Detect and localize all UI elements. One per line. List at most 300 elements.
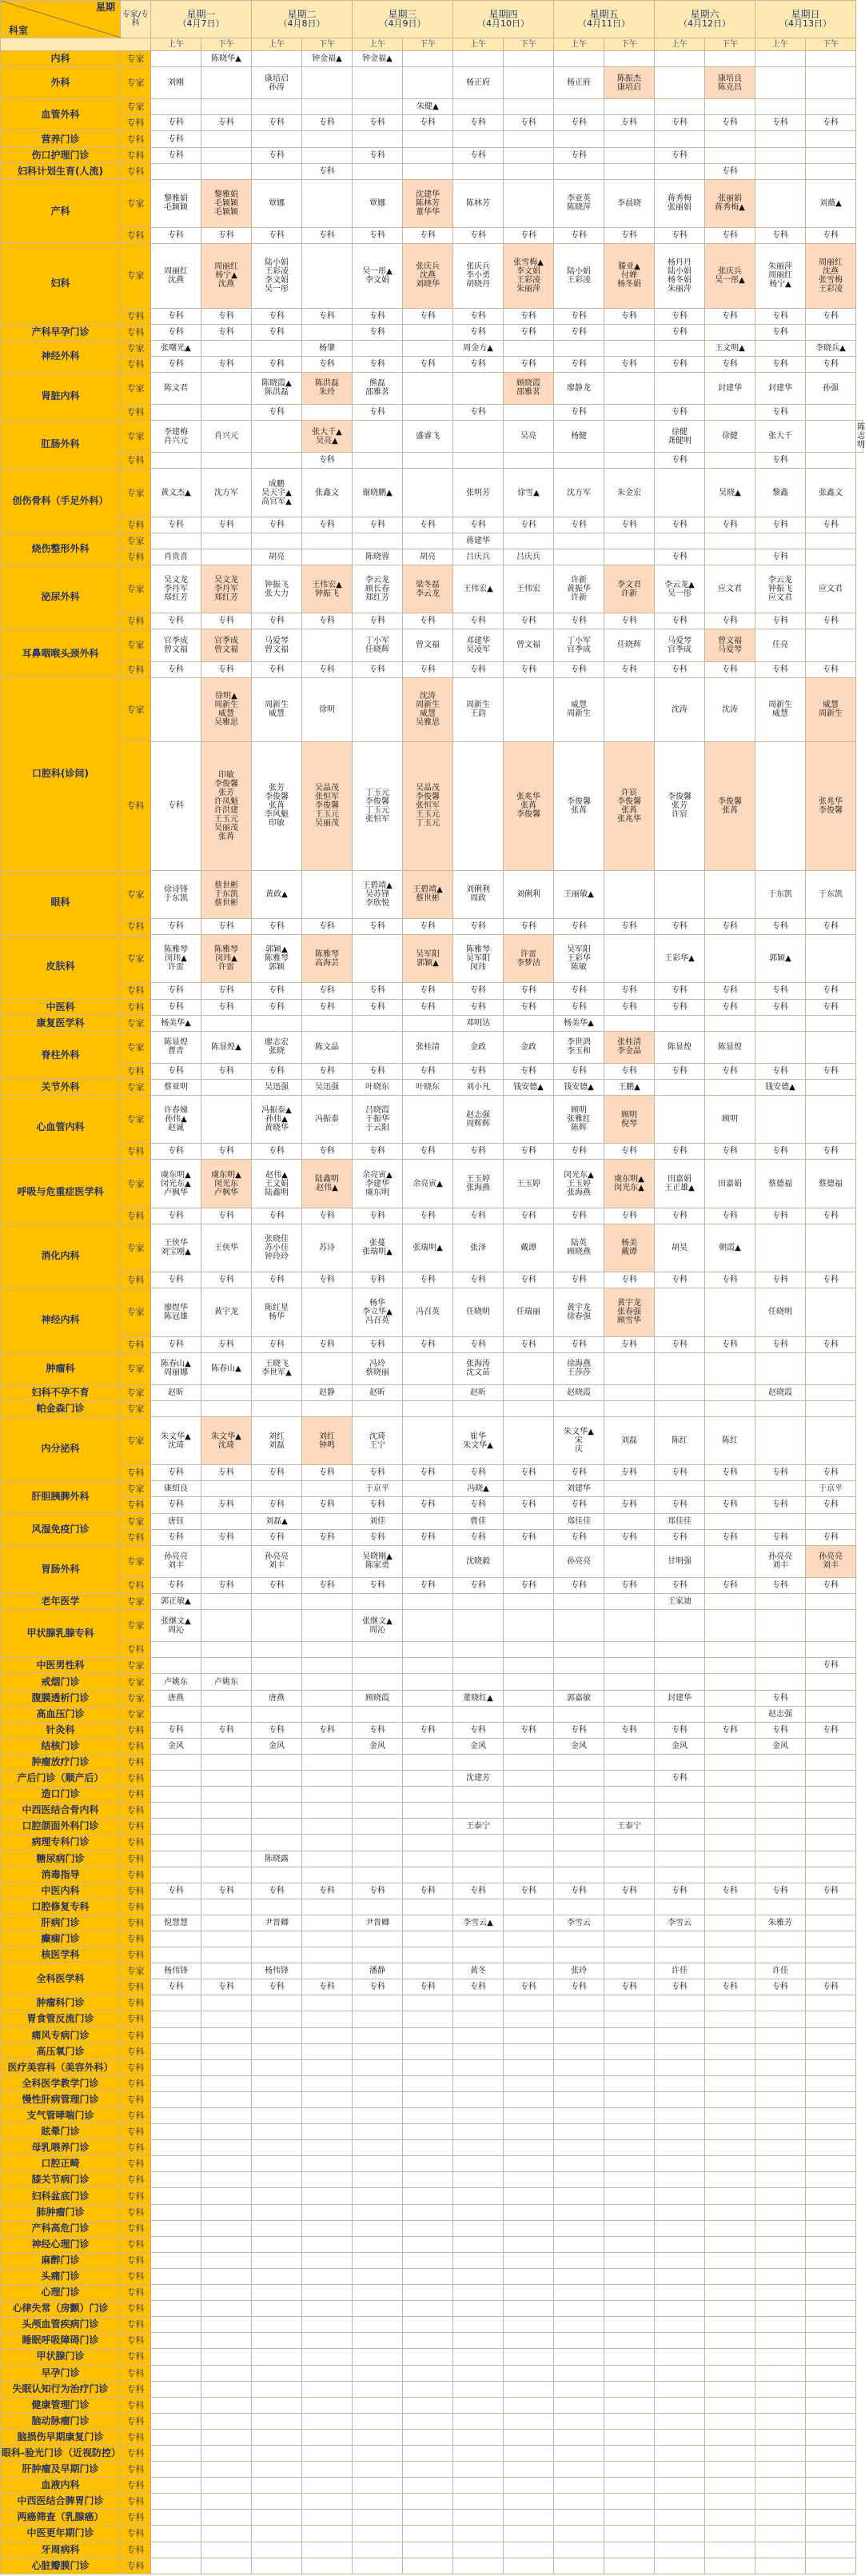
clinic-type: 专科 <box>121 2027 151 2043</box>
schedule-cell: 专科 <box>403 1336 453 1352</box>
schedule-cell: 崔华 朱文华▲ <box>453 1416 504 1464</box>
schedule-cell <box>655 533 705 549</box>
schedule-cell <box>403 1738 453 1754</box>
schedule-cell: 潘静 <box>353 1963 403 1979</box>
schedule-cell: 专科 <box>403 1465 453 1481</box>
schedule-cell <box>453 2526 504 2542</box>
table-row <box>1 405 863 421</box>
clinic-type: 专家 <box>121 469 151 517</box>
schedule-cell <box>755 1594 806 1610</box>
schedule-cell <box>755 179 806 227</box>
table-row <box>1 2124 863 2140</box>
schedule-cell <box>705 2558 755 2574</box>
schedule-cell <box>604 1674 655 1690</box>
schedule-cell <box>302 2124 353 2140</box>
department-name: 妇科盆底门诊 <box>1 2188 121 2204</box>
schedule-cell <box>453 2172 504 2188</box>
schedule-cell <box>705 99 755 115</box>
department-name: 膝关节病门诊 <box>1 2172 121 2188</box>
department-name: 妇科 <box>1 244 121 324</box>
schedule-cell <box>705 2445 755 2461</box>
schedule-cell: 吕晓霞 于振华 于云阳 <box>353 1096 403 1144</box>
clinic-type: 专科 <box>121 1931 151 1947</box>
schedule-cell <box>755 1674 806 1690</box>
schedule-cell: 专科 <box>201 228 252 244</box>
table-row <box>1 1610 863 1642</box>
schedule-cell <box>554 2075 604 2091</box>
schedule-cell <box>504 1658 554 1674</box>
clinic-type: 专科 <box>121 2397 151 2413</box>
department-name: 医疗美容科（美容外科） <box>1 2059 121 2075</box>
schedule-cell <box>504 1642 554 1658</box>
schedule-cell <box>806 2124 856 2140</box>
schedule-cell: 专科 <box>403 1208 453 1224</box>
clinic-type: 专科 <box>121 613 151 629</box>
schedule-cell <box>604 1690 655 1706</box>
schedule-cell: 康绍良 <box>151 1481 201 1497</box>
schedule-cell: 丁小军 任晓辉 <box>353 629 403 661</box>
schedule-cell <box>201 1015 252 1031</box>
department-name: 产科早孕门诊 <box>1 324 121 340</box>
schedule-cell <box>755 2091 806 2107</box>
department-name: 伤口护理门诊 <box>1 147 121 163</box>
schedule-cell <box>604 1754 655 1770</box>
schedule-cell: 陈晓霞▲ 陈洪磊 <box>252 372 302 404</box>
schedule-cell: 专科 <box>201 356 252 372</box>
schedule-cell <box>151 2252 201 2268</box>
schedule-cell: 专科 <box>151 308 201 324</box>
schedule-cell: 专科 <box>504 613 554 629</box>
schedule-cell: 专科 <box>806 1336 856 1352</box>
schedule-cell <box>604 2285 655 2301</box>
clinic-type: 专家 <box>121 1416 151 1464</box>
department-name: 核医学科 <box>1 1947 121 1963</box>
schedule-cell <box>806 2301 856 2317</box>
schedule-cell: 吴亮 <box>504 421 554 453</box>
clinic-type: 专科 <box>121 2252 151 2268</box>
department-name: 关节外科 <box>1 1080 121 1096</box>
schedule-cell <box>353 2526 403 2542</box>
schedule-cell <box>604 677 655 741</box>
schedule-cell <box>604 1545 655 1577</box>
table-row <box>1 244 863 308</box>
schedule-cell <box>655 2494 705 2510</box>
schedule-cell <box>806 1851 856 1867</box>
day-date: （4月8日） <box>278 18 325 29</box>
schedule-cell <box>604 2558 655 2574</box>
clinic-type: 专科 <box>121 1529 151 1545</box>
schedule-cell <box>705 1610 755 1642</box>
schedule-cell <box>604 1787 655 1803</box>
schedule-cell: 胡亮 <box>403 549 453 565</box>
schedule-cell <box>604 2397 655 2413</box>
schedule-cell <box>554 1819 604 1835</box>
schedule-cell: 丁小军 官季成 <box>554 629 604 661</box>
schedule-cell: 盛睿飞 <box>403 421 453 453</box>
schedule-cell: 张丽娟 蒋秀梅▲ <box>705 179 755 227</box>
schedule-cell: 专科 <box>453 228 504 244</box>
clinic-type: 专家 <box>121 421 151 453</box>
schedule-cell <box>151 2108 201 2124</box>
table-row <box>1 2220 863 2236</box>
schedule-cell: 陈文君 <box>151 372 201 404</box>
schedule-cell <box>302 1947 353 1963</box>
schedule-cell: 专科 <box>504 1336 554 1352</box>
schedule-cell <box>655 2156 705 2172</box>
schedule-cell <box>755 147 806 163</box>
schedule-cell: 专科 <box>705 1883 755 1899</box>
department-name: 脊柱外科 <box>1 1031 121 1079</box>
schedule-cell <box>806 2172 856 2188</box>
schedule-cell <box>655 2510 705 2526</box>
schedule-cell: 专科 <box>604 1208 655 1224</box>
schedule-cell: 专科 <box>151 1497 201 1513</box>
schedule-cell: 专科 <box>655 228 705 244</box>
schedule-cell: 于东凯 <box>806 870 856 918</box>
schedule-cell <box>201 2397 252 2413</box>
schedule-cell: 杨肇 <box>302 340 353 356</box>
schedule-cell: 专科 <box>655 919 705 935</box>
schedule-cell: 许宸 李俊馨 张苒 张兆华 <box>604 742 655 871</box>
day-name: 星期一 <box>186 9 216 20</box>
schedule-cell <box>252 2091 302 2107</box>
schedule-cell: 刘俐利 周政 <box>453 870 504 918</box>
clinic-type: 专科 <box>121 1947 151 1963</box>
schedule-cell <box>252 2494 302 2510</box>
department-name: 帕金森门诊 <box>1 1400 121 1416</box>
schedule-cell <box>353 163 403 179</box>
schedule-cell <box>403 1513 453 1529</box>
schedule-cell <box>655 1352 705 1384</box>
department-name: 肾脏内科 <box>1 372 121 420</box>
schedule-cell: 专科 <box>554 1979 604 1995</box>
schedule-cell <box>705 1481 755 1497</box>
schedule-cell <box>705 2059 755 2075</box>
schedule-cell <box>151 2365 201 2381</box>
schedule-cell: 专科 <box>655 1336 705 1352</box>
schedule-cell <box>755 1224 806 1272</box>
schedule-cell <box>302 2526 353 2542</box>
schedule-cell <box>554 2333 604 2349</box>
schedule-cell: 黄政▲ <box>252 870 302 918</box>
schedule-cell <box>655 1835 705 1851</box>
clinic-type: 专家 <box>121 1706 151 1722</box>
schedule-cell <box>504 1674 554 1690</box>
schedule-cell <box>755 2349 806 2365</box>
schedule-cell <box>403 2301 453 2317</box>
schedule-cell <box>353 2381 403 2397</box>
schedule-cell: 专科 <box>353 1063 403 1079</box>
schedule-cell <box>151 1995 201 2011</box>
schedule-cell <box>302 324 353 340</box>
schedule-cell: 专科 <box>353 1336 403 1352</box>
schedule-cell <box>302 2268 353 2284</box>
schedule-cell <box>604 2413 655 2429</box>
schedule-cell: 专科 <box>755 1272 806 1288</box>
schedule-cell: 专科 <box>755 1063 806 1079</box>
schedule-cell <box>453 1706 504 1722</box>
schedule-cell <box>201 1947 252 1963</box>
schedule-cell <box>151 1787 201 1803</box>
schedule-cell: 黎雅娟 毛颖颖 毛颖颖 <box>201 179 252 227</box>
schedule-cell <box>504 2156 554 2172</box>
clinic-type: 专科 <box>121 115 151 131</box>
schedule-cell <box>504 2333 554 2349</box>
schedule-cell: 蔡世彬 于东凯 蔡世彬 <box>201 870 252 918</box>
schedule-cell <box>201 2236 252 2252</box>
department-name: 结核门诊 <box>1 1738 121 1754</box>
schedule-cell: 专科 <box>403 115 453 131</box>
schedule-cell <box>252 1931 302 1947</box>
schedule-cell: 专科 <box>504 228 554 244</box>
schedule-cell <box>655 2140 705 2156</box>
schedule-cell: 赵志强 周辉辉 <box>453 1096 504 1144</box>
schedule-cell <box>252 1642 302 1658</box>
schedule-cell <box>353 2429 403 2445</box>
schedule-cell <box>755 67 806 99</box>
schedule-cell: 专科 <box>151 324 201 340</box>
schedule-cell <box>604 2124 655 2140</box>
schedule-cell <box>705 147 755 163</box>
clinic-type: 专科 <box>121 1835 151 1851</box>
schedule-cell <box>655 1481 705 1497</box>
schedule-cell <box>554 99 604 115</box>
schedule-cell <box>201 2075 252 2091</box>
schedule-cell <box>806 1384 856 1400</box>
schedule-cell: 李晓兵▲ <box>806 340 856 356</box>
schedule-cell <box>755 2462 806 2478</box>
schedule-cell <box>403 2285 453 2301</box>
schedule-cell: 蔡德福 <box>755 1160 806 1208</box>
schedule-cell: 专科 <box>705 919 755 935</box>
schedule-cell: 专科 <box>453 1722 504 1738</box>
schedule-cell <box>252 1995 302 2011</box>
clinic-type: 专家 <box>121 340 151 356</box>
schedule-cell: 顾晓霞 邵雅茗 <box>504 372 554 404</box>
department-name: 慢性肝病管理门诊 <box>1 2091 121 2107</box>
schedule-cell: 张玲 <box>554 1963 604 1979</box>
schedule-cell <box>453 51 504 67</box>
schedule-cell: 专科 <box>806 1722 856 1738</box>
schedule-cell: 专科 <box>806 999 856 1015</box>
schedule-cell: 专科 <box>705 1144 755 1160</box>
schedule-cell: 陈晓蓉 <box>353 549 403 565</box>
schedule-cell <box>403 2478 453 2494</box>
schedule-cell <box>403 1352 453 1384</box>
schedule-cell: 专科 <box>806 1979 856 1995</box>
department-name: 肿瘤放疗门诊 <box>1 1754 121 1770</box>
schedule-cell: 封建华 <box>755 372 806 404</box>
department-name: 眼科 <box>1 870 121 934</box>
schedule-cell <box>453 2445 504 2461</box>
schedule-cell <box>151 51 201 67</box>
schedule-cell: 专科 <box>504 517 554 533</box>
schedule-cell <box>151 2510 201 2526</box>
schedule-cell: 许佳 <box>655 1963 705 1979</box>
schedule-cell <box>453 1787 504 1803</box>
schedule-cell <box>705 1400 755 1416</box>
schedule-cell <box>252 1594 302 1610</box>
schedule-cell <box>453 2091 504 2107</box>
schedule-cell <box>604 1594 655 1610</box>
schedule-cell <box>302 2301 353 2317</box>
schedule-cell <box>403 1867 453 1883</box>
schedule-cell <box>554 2397 604 2413</box>
day-header <box>353 1 453 38</box>
schedule-cell: 专科 <box>604 1063 655 1079</box>
schedule-cell <box>705 2317 755 2333</box>
schedule-cell <box>403 2381 453 2397</box>
schedule-cell <box>604 1706 655 1722</box>
schedule-cell <box>755 2526 806 2542</box>
clinic-type: 专科 <box>121 1063 151 1079</box>
schedule-cell <box>806 2059 856 2075</box>
department-name: 麻醉门诊 <box>1 2252 121 2268</box>
schedule-cell <box>554 453 604 469</box>
schedule-cell <box>755 2413 806 2429</box>
schedule-cell <box>806 1995 856 2011</box>
schedule-cell: 专科 <box>755 1529 806 1545</box>
clinic-type: 专科 <box>121 1144 151 1160</box>
schedule-cell: 专科 <box>151 1979 201 1995</box>
schedule-cell <box>353 2365 403 2381</box>
schedule-cell: 沈晓毅 <box>453 1545 504 1577</box>
schedule-cell: 专科 <box>755 324 806 340</box>
clinic-type: 专科 <box>121 1642 151 1658</box>
schedule-cell: 虞东明▲ 闵光东 卢枫华 <box>201 1160 252 1208</box>
schedule-cell <box>252 1835 302 1851</box>
schedule-cell <box>453 742 504 871</box>
schedule-cell <box>353 1947 403 1963</box>
schedule-cell: 戴谭 <box>504 1224 554 1272</box>
schedule-cell <box>806 2429 856 2445</box>
schedule-cell <box>755 2397 806 2413</box>
schedule-cell: 廖静龙 <box>554 372 604 404</box>
schedule-cell: 专科 <box>353 983 403 999</box>
schedule-cell: 专科 <box>302 1883 353 1899</box>
schedule-cell <box>302 1352 353 1384</box>
department-name: 中医男性科 <box>1 1658 121 1674</box>
clinic-type: 专科 <box>121 2188 151 2204</box>
schedule-cell: 专科 <box>453 1272 504 1288</box>
schedule-cell: 徐明 <box>302 677 353 741</box>
schedule-cell <box>504 1096 554 1144</box>
schedule-cell <box>151 1819 201 1835</box>
schedule-cell <box>302 2043 353 2059</box>
schedule-cell: 专科 <box>151 517 201 533</box>
schedule-cell <box>755 2445 806 2461</box>
schedule-cell: 朱雅芳 <box>755 1915 806 1931</box>
schedule-cell: 专科 <box>554 1497 604 1513</box>
schedule-cell: 专科 <box>604 919 655 935</box>
schedule-cell: 专科 <box>604 1144 655 1160</box>
schedule-cell: 专科 <box>755 919 806 935</box>
schedule-cell <box>705 2075 755 2091</box>
schedule-cell: 专科 <box>655 453 705 469</box>
schedule-cell <box>604 2027 655 2043</box>
schedule-cell <box>201 1915 252 1931</box>
schedule-cell <box>554 2204 604 2220</box>
schedule-cell: 王玉婷 <box>504 1160 554 1208</box>
schedule-cell <box>705 2333 755 2349</box>
schedule-cell <box>453 2075 504 2091</box>
schedule-cell <box>755 2188 806 2204</box>
schedule-cell: 专科 <box>302 919 353 935</box>
schedule-cell: 杨美华▲ <box>151 1015 201 1031</box>
schedule-cell <box>806 1416 856 1464</box>
schedule-cell <box>504 2204 554 2220</box>
schedule-cell: 专科 <box>604 115 655 131</box>
schedule-cell <box>151 99 201 115</box>
schedule-cell <box>302 405 353 421</box>
schedule-cell: 朱丽萍 周丽红 杨宁▲ <box>755 244 806 308</box>
schedule-cell: 顾明 <box>705 1096 755 1144</box>
schedule-cell: 专科 <box>252 1208 302 1224</box>
schedule-cell <box>453 2381 504 2397</box>
schedule-cell <box>604 1384 655 1400</box>
clinic-type: 专科 <box>121 2349 151 2365</box>
schedule-cell <box>755 2027 806 2043</box>
schedule-cell: 陆鑫明 赵伟▲ <box>302 1160 353 1208</box>
schedule-cell: 专科 <box>403 999 453 1015</box>
schedule-cell <box>201 1481 252 1497</box>
schedule-cell: 专科 <box>453 1979 504 1995</box>
schedule-cell: 田嘉娟 <box>705 1160 755 1208</box>
schedule-cell: 黄冬 <box>453 1963 504 1979</box>
schedule-cell: 专科 <box>705 163 755 179</box>
schedule-cell: 专科 <box>806 1529 856 1545</box>
schedule-cell <box>151 2236 201 2252</box>
schedule-cell <box>151 677 201 741</box>
afternoon-header: 下午 <box>302 38 353 51</box>
schedule-cell: 专科 <box>403 1063 453 1079</box>
schedule-cell: 专科 <box>755 308 806 324</box>
schedule-cell: 专科 <box>201 324 252 340</box>
schedule-cell: 徐健 龚健明 <box>655 421 705 453</box>
schedule-cell <box>806 935 856 983</box>
schedule-cell: 陈春山▲ <box>201 1352 252 1384</box>
schedule-cell <box>604 2204 655 2220</box>
schedule-cell: 唐钰 <box>151 1513 201 1529</box>
schedule-cell: 专科 <box>403 517 453 533</box>
schedule-cell: 专科 <box>806 356 856 372</box>
schedule-cell: 徐健 <box>705 421 755 453</box>
schedule-cell <box>655 51 705 67</box>
schedule-cell <box>353 1031 403 1063</box>
clinic-type: 专科 <box>121 742 151 871</box>
table-row <box>1 1771 863 1787</box>
table-row <box>1 1015 863 1031</box>
schedule-cell: 李雪云▲ <box>453 1915 504 1931</box>
schedule-cell <box>151 2301 201 2317</box>
day-date: （4月10日） <box>477 18 529 29</box>
schedule-cell: 专科 <box>554 1722 604 1738</box>
schedule-cell: 朱健▲ <box>403 99 453 115</box>
department-name: 耳鼻咽喉头颈外科 <box>1 629 121 677</box>
schedule-cell <box>252 2252 302 2268</box>
schedule-cell <box>504 2108 554 2124</box>
clinic-type: 专家 <box>121 99 151 115</box>
schedule-cell: 专科 <box>755 453 806 469</box>
schedule-cell <box>453 2268 504 2284</box>
schedule-cell: 钟金福▲ <box>353 51 403 67</box>
schedule-cell <box>504 2043 554 2059</box>
schedule-cell: 张大千▲ 吴亮▲ <box>302 421 353 453</box>
schedule-cell: 专科 <box>252 308 302 324</box>
schedule-cell <box>353 2188 403 2204</box>
schedule-cell: 谢晓鹏▲ <box>353 469 403 517</box>
schedule-cell: 张蔓 张瑞明▲ <box>353 1224 403 1272</box>
